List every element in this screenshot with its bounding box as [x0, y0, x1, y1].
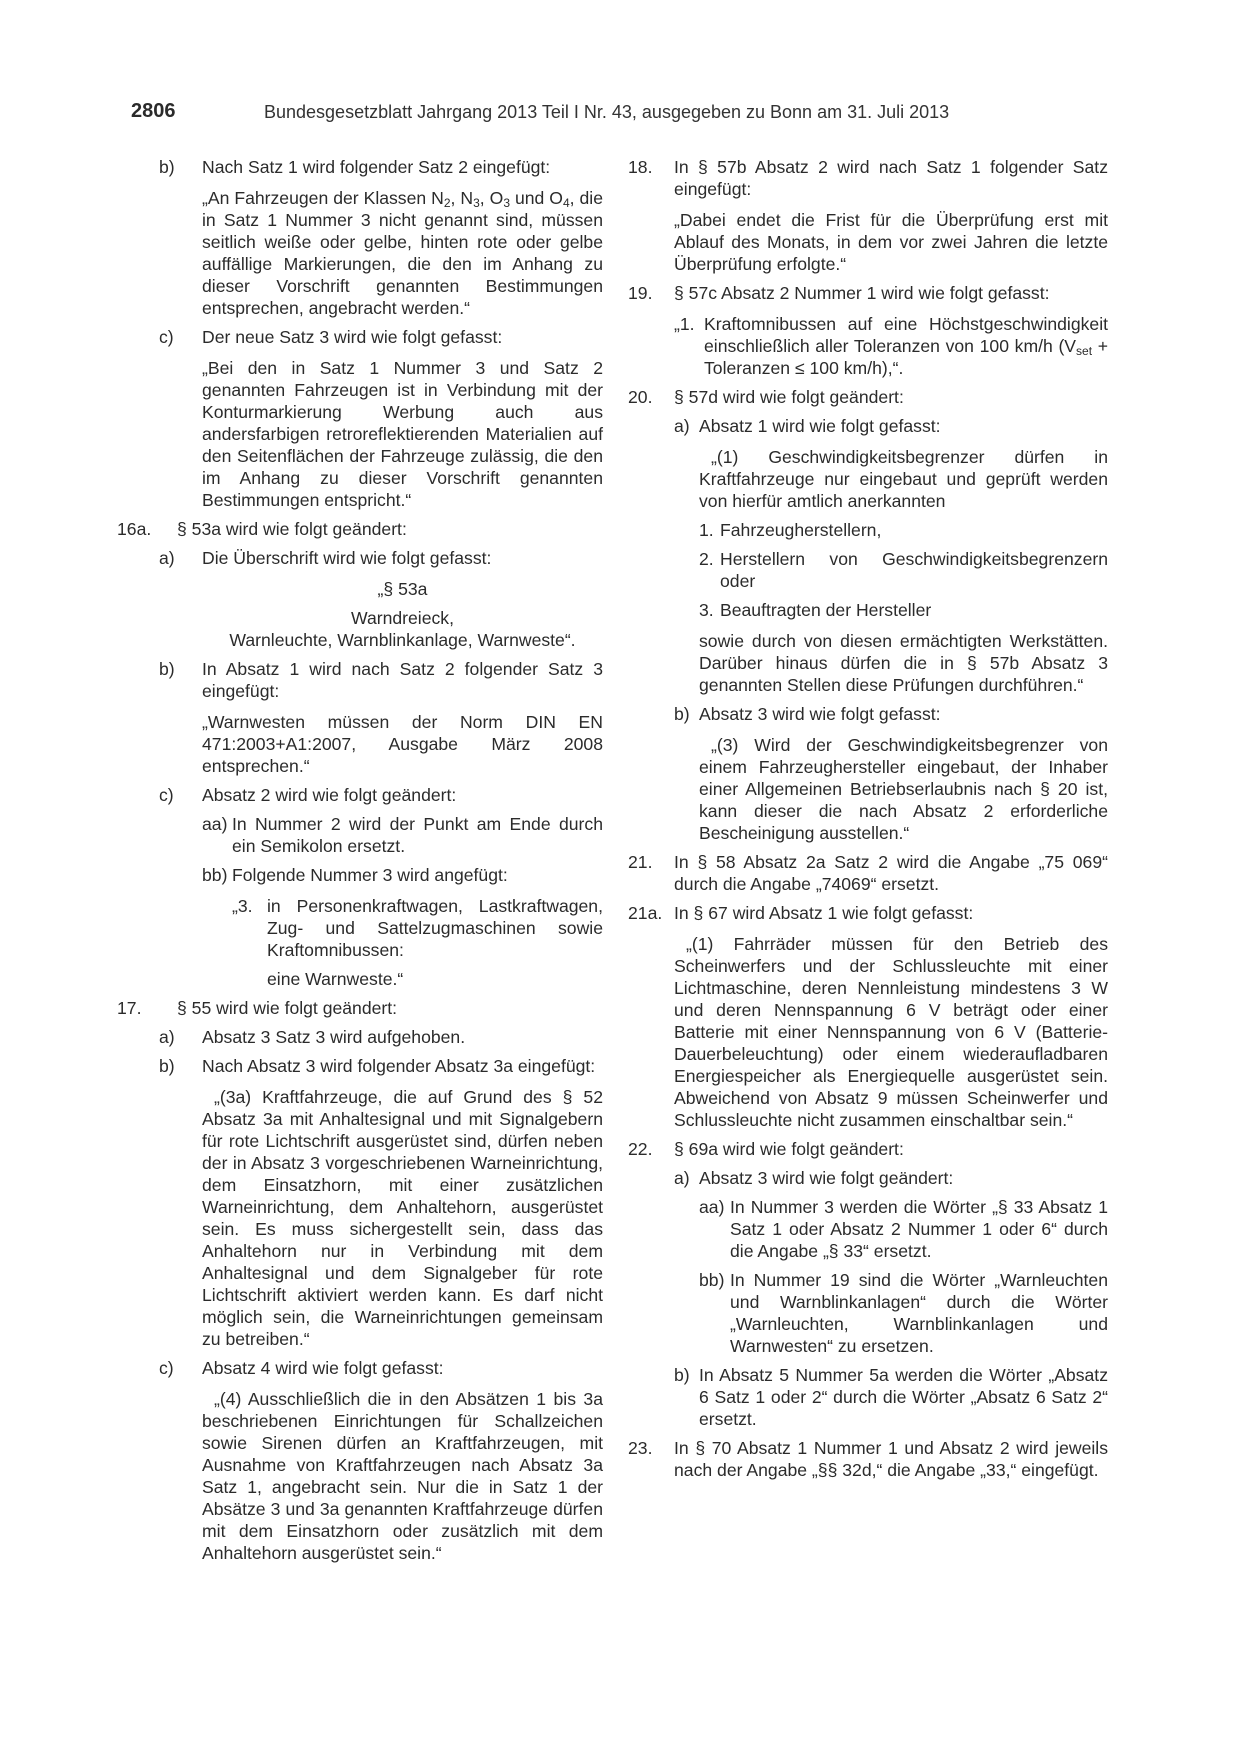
quote-markierungen: „An Fahrzeugen der Klassen $N_2$, $N_3$, $O_3$ und $O_4$, die in Satz 1 Nummer 3 nicht genannt sind, müssen seitlich weiße oder gelbe, hinten rote oder gelbe auffällige Markierungen, die den im Anhang zu dieser Vorschrift genannten Bestimmungen entsprechen, angebracht werden.“: [202, 188, 603, 318]
right-column: [628, 156, 1109, 1481]
item-label: bb): [202, 865, 228, 885]
item-text: § 69a wird wie folgt geändert:: [674, 1139, 904, 1159]
quote-57c: [636, 313, 1108, 379]
item-bb: [636, 1269, 1108, 1357]
item-19: [628, 282, 1108, 304]
quote-warnwesten: „Warnwesten müssen der Norm DIN EN 471:2003+A1:2007, Ausgabe März 2008 entsprechen.“: [202, 712, 603, 776]
item-text: Folgende Nummer 3 wird angefügt:: [232, 865, 508, 885]
item-b-absatz5: [636, 1364, 1108, 1430]
item-label: aa): [699, 1197, 725, 1217]
item-text: Der neue Satz 3 wird wie folgt gefasst:: [202, 327, 503, 347]
item-text: Fahrzeugherstellern,: [720, 520, 882, 540]
item-label: bb): [699, 1270, 725, 1290]
item-22: [628, 1138, 1108, 1160]
item-label: a): [674, 1168, 690, 1188]
quote-nummer-3: [131, 895, 603, 990]
item-label: b): [159, 157, 175, 177]
item-number: 22.: [628, 1139, 653, 1159]
quote-57d-absatz3: „(3) Wird der Geschwindigkeitsbegrenzer von einem Fahrzeughersteller eingebaut, der Inhaber einer Allgemeinen Betriebserlaubnis nach § 20 ist, kann dieser die nach Absatz 2 erforderliche Bescheinigung ausstellen.“: [699, 735, 1108, 843]
item-label: b): [159, 659, 175, 679]
item-text: § 53a wird wie folgt geändert:: [177, 519, 407, 539]
heading-line: Warnleuchte, Warnblinkanlage, Warnweste“.: [229, 630, 576, 650]
quote-tail: sowie durch von diesen ermächtigten Werkstätten. Darüber hinaus dürfen die in § 57b Absatz 3 genannten Stellen diese Prüfungen durchführen.“: [699, 631, 1108, 695]
item-b-satz2: [131, 156, 603, 178]
item-20: [628, 386, 1108, 408]
running-title: Bundesgesetzblatt Jahrgang 2013 Teil I Nr. 43, ausgegeben zu Bonn am 31. Juli 2013: [264, 102, 950, 122]
item-number: 23.: [628, 1438, 653, 1458]
item-text: Kraftomnibussen auf eine Höchstgeschwindigkeit einschließlich aller Toleranzen von 100 km/h ($V_{set}$ + Toleranzen ≤ 100 km/h),“.: [704, 314, 1109, 378]
item-label: a): [159, 548, 175, 568]
item-text: In § 70 Absatz 1 Nummer 1 und Absatz 2 wird jeweils nach der Angabe „§§ 32d,“ die Angabe „33,“ eingefügt.: [674, 1438, 1108, 1480]
item-a-ueberschrift: [131, 547, 603, 569]
item-c-absatz2: [131, 784, 603, 806]
item-c-absatz4: [131, 1357, 603, 1379]
item-label: „1.: [674, 314, 695, 334]
item-number: 19.: [628, 283, 653, 303]
item-text: Nach Satz 1 wird folgender Satz 2 eingefügt:: [202, 157, 551, 177]
item-label: c): [159, 1358, 174, 1378]
heading-line: Warndreieck,: [351, 608, 454, 628]
page-header: [131, 100, 1110, 126]
item-label: aa): [202, 814, 228, 834]
left-column: [117, 156, 603, 1564]
item-text: In § 67 wird Absatz 1 wie folgt gefasst:: [674, 903, 974, 923]
item-b-absatz3a: [131, 1055, 603, 1077]
item-text: In Nummer 2 wird der Punkt am Ende durch ein Semikolon ersetzt.: [232, 814, 603, 856]
item-text: in Personenkraftwagen, Lastkraftwagen, Zug- und Sattelzugmaschinen sowie Kraftomnibussen:: [267, 896, 603, 960]
item-label: 2.: [699, 549, 714, 569]
item-c-satz3: [131, 326, 603, 348]
item-a-absatz1: [636, 415, 1108, 437]
item-text: Absatz 3 wird wie folgt geändert:: [699, 1168, 954, 1188]
item-label: b): [674, 1365, 690, 1385]
item-label: 3.: [699, 600, 714, 620]
item-text: In Absatz 5 Nummer 5a werden die Wörter „Absatz 6 Satz 1 oder 2“ durch die Wörter „Absatz 6 Satz 2“ ersetzt.: [699, 1365, 1108, 1429]
item-number: 17.: [117, 998, 142, 1018]
item-17: [117, 997, 603, 1019]
item-a-absatz3: [636, 1167, 1108, 1189]
item-text: Absatz 2 wird wie folgt geändert:: [202, 785, 457, 805]
item-text: § 57c Absatz 2 Nummer 1 wird wie folgt gefasst:: [674, 283, 1050, 303]
item-number: 21a.: [628, 903, 663, 923]
item-text: § 55 wird wie folgt geändert:: [177, 998, 398, 1018]
item-text: Herstellern von Geschwindigkeitsbegrenzern oder: [720, 549, 1108, 591]
item-text: In § 58 Absatz 2a Satz 2 wird die Angabe „75 069“ durch die Angabe „74069“ ersetzt.: [674, 852, 1108, 894]
item-label: a): [674, 416, 690, 436]
item-text: In § 57b Absatz 2 wird nach Satz 1 folgender Satz eingefügt:: [674, 157, 1108, 199]
item-text: Absatz 1 wird wie folgt gefasst:: [699, 416, 941, 436]
item-text: Absatz 3 wird wie folgt gefasst:: [699, 704, 941, 724]
item-label: b): [674, 704, 690, 724]
item-number: 18.: [628, 157, 653, 177]
item-number: 20.: [628, 387, 653, 407]
item-label: b): [159, 1056, 175, 1076]
quote-57d-absatz1: „(1) Geschwindigkeitsbegrenzer dürfen in Kraftfahrzeuge nur eingebaut und geprüft werden von hierfür amtlich anerkannten: [699, 447, 1108, 511]
item-label: „3.: [232, 896, 253, 916]
item-a-aufgehoben: [131, 1026, 603, 1048]
list-item: [636, 599, 1108, 621]
item-aa: [636, 1196, 1108, 1262]
item-text: Beauftragten der Hersteller: [720, 600, 932, 620]
item-aa: [131, 813, 603, 857]
item-number: 16a.: [117, 519, 152, 539]
item-text: In Nummer 3 werden die Wörter „§ 33 Absatz 1 Satz 1 oder Absatz 2 Nummer 1 oder 6“ durch die Angabe „§ 33“ ersetzt.: [730, 1197, 1108, 1261]
quote-konturmarkierung: „Bei den in Satz 1 Nummer 3 und Satz 2 genannten Fahrzeugen ist in Verbindung mit der Konturmarkierung Werbung auch aus andersfarbigen retroreflektierenden Materialien auf den Seitenflächen der Fahrzeuge zulässig, die den im Anhang zu dieser Vorschrift genannten Bestimmungen entspricht.“: [202, 358, 603, 510]
item-label: a): [159, 1027, 175, 1047]
item-label: 1.: [699, 520, 714, 540]
item-text: Nach Absatz 3 wird folgender Absatz 3a eingefügt:: [202, 1056, 596, 1076]
item-number: 21.: [628, 852, 653, 872]
quote-absatz-3a: „(3a) Kraftfahrzeuge, die auf Grund des § 52 Absatz 3a mit Anhaltesignal und mit Signalgebern für rote Lichtschrift ausgerüstet sind, dürfen neben der in Absatz 3 vorgeschriebenen Warneinrichtung, dem Einsatzhorn, mit einer zusätzlichen Warneinrichtung, dem Anhaltehorn, ausgerüstet sein. Es muss sichergestellt sein, dass das Anhaltehorn nur in Verbindung mit dem Anhaltesignal und dem Signalgeber für rote Lichtschrift aktiviert werden kann. Es darf nicht möglich sein, die Warneinrichtungen gemeinsam zu betreiben.“: [202, 1087, 603, 1349]
quote-57b: „Dabei endet die Frist für die Überprüfung erst mit Ablauf des Monats, in dem vor zwei Jahren die letzte Überprüfung erfolgte.“: [674, 210, 1108, 274]
heading-line: „§ 53a: [377, 579, 428, 599]
quote-67: „(1) Fahrräder müssen für den Betrieb des Scheinwerfers und der Schlussleuchte mit einer Lichtmaschine, deren Nennleistung mindestens 3 W und deren Nennspannung 6 V beträgt oder einer Batterie mit einer Nennspannung von 6 V (Batterie-Dauerbeleuchtung) oder einem wiederaufladbaren Energiespeicher als Energiequelle ausgerüstet sein. Abweichend von Absatz 9 müssen Scheinwerfer und Schlussleuchte nicht zusammen einschaltbar sein.“: [674, 934, 1108, 1130]
page-number: 2806: [131, 100, 176, 122]
list-item: [636, 519, 1108, 541]
quote-absatz-4: „(4) Ausschließlich die in den Absätzen 1 bis 3a beschriebenen Einrichtungen für Schallzeichen sowie Sirenen dürfen an Kraftfahrzeugen, mit Ausnahme von Kraftfahrzeugen nach Absatz 3a Satz 1, angebracht sein. Nur die in Satz 1 der Absätze 3 und 3a genannten Kraftfahrzeuge dürfen mit dem Einsatzhorn oder zusätzlich mit dem Anhaltehorn ausgerüstet sein.“: [202, 1389, 603, 1563]
item-b-satz3: [131, 658, 603, 702]
item-text: In Absatz 1 wird nach Satz 2 folgender Satz 3 eingefügt:: [202, 659, 603, 701]
item-b-absatz3: [636, 703, 1108, 725]
item-text: In Nummer 19 sind die Wörter „Warnleuchten und Warnblinkanlagen“ durch die Wörter „Warnleuchten, Warnblinkanlagen und Warnwesten“ zu ersetzen.: [730, 1270, 1108, 1356]
item-text: Absatz 4 wird wie folgt gefasst:: [202, 1358, 444, 1378]
item-text: eine Warnweste.“: [267, 969, 404, 989]
new-heading-53a: [202, 578, 603, 651]
item-label: c): [159, 785, 174, 805]
item-label: c): [159, 327, 174, 347]
item-18: [628, 156, 1108, 200]
item-23: [628, 1437, 1108, 1481]
item-text: Die Überschrift wird wie folgt gefasst:: [202, 548, 492, 568]
item-text: § 57d wird wie folgt geändert:: [674, 387, 904, 407]
item-text: Absatz 3 Satz 3 wird aufgehoben.: [202, 1027, 466, 1047]
item-bb: [131, 864, 603, 886]
item-16a: [117, 518, 603, 540]
item-21: [628, 851, 1108, 895]
list-item: [636, 548, 1108, 592]
item-21a: [628, 902, 1108, 924]
